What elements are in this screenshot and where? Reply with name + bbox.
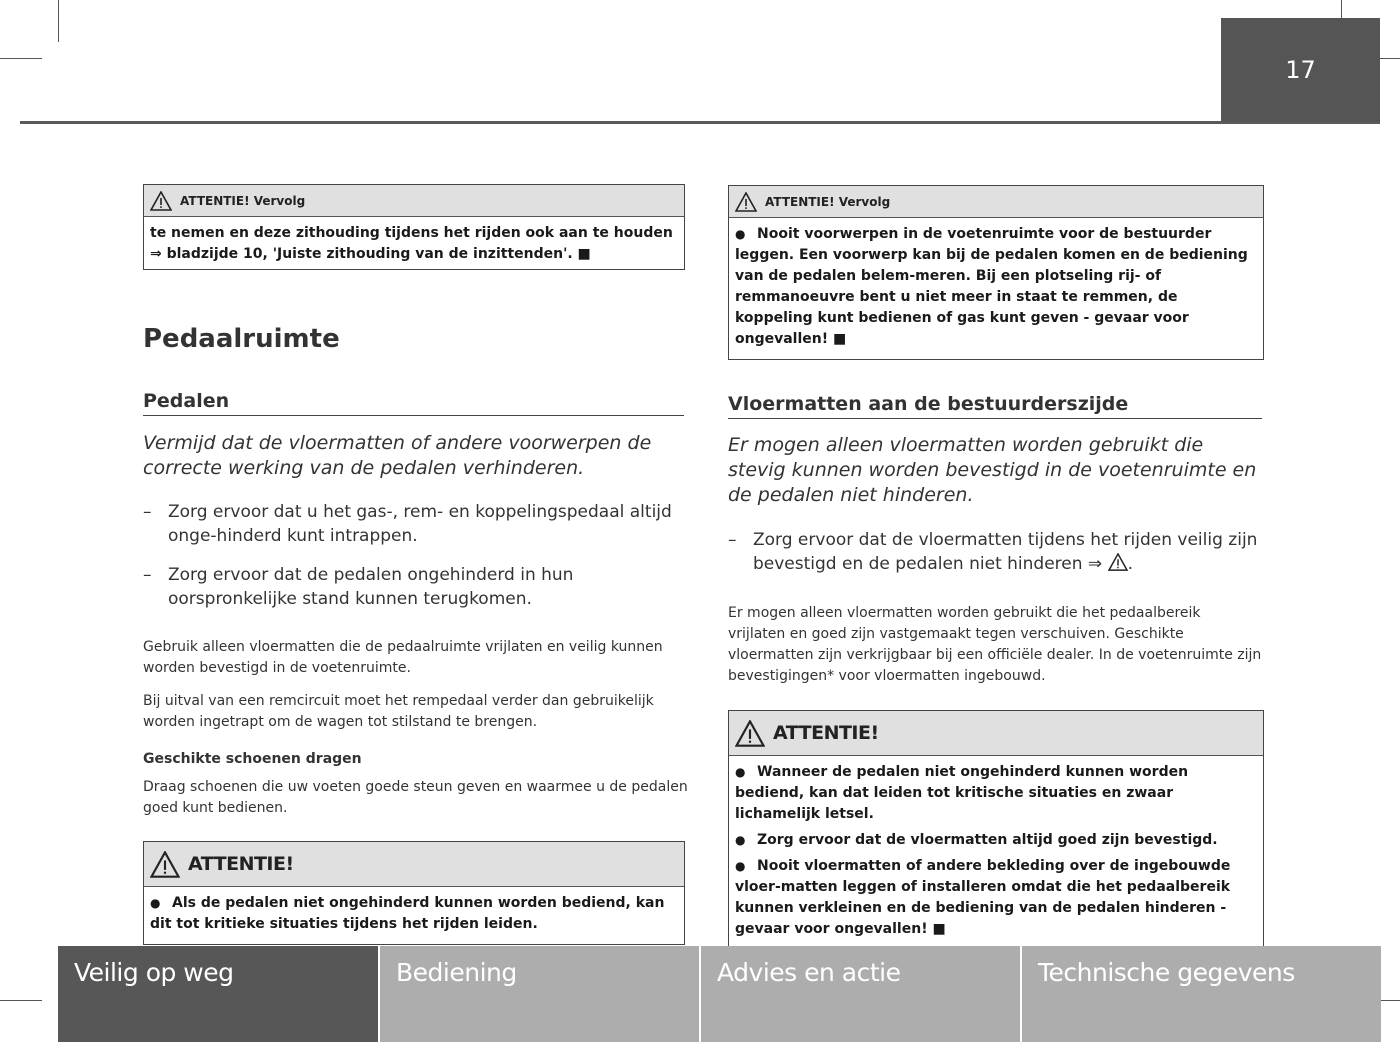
shoes-heading: Geschikte schoenen dragen bbox=[143, 751, 362, 767]
paragraph: Draag schoenen die uw voeten goede steun geven en waarmee u de pedalen goed kunt bedienen. bbox=[143, 779, 688, 816]
warning-text: te nemen en deze zithouding tijdens het rijden ook aan te houden bbox=[150, 225, 673, 241]
warning-item-text: Nooit voorwerpen in de voetenruimte voor de bestuurder leggen. Een voorwerp kan bij de pedalen komen en de bediening van de pedalen belem-meren. Bij een plotseling rij- of remmanoeuvre bent u niet meer in staat te remmen, de koppeling kunt bedienen of gas kunt geven - gevaar voor ongevallen! ■ bbox=[735, 226, 1248, 347]
bullet-icon: ● bbox=[735, 765, 746, 779]
chapter-tabs bbox=[58, 946, 1381, 1042]
warning-body bbox=[144, 887, 684, 944]
warning-header bbox=[729, 711, 1263, 756]
bullet-icon: ● bbox=[735, 833, 746, 847]
warning-triangle-icon[interactable] bbox=[1108, 553, 1128, 571]
crop-mark bbox=[58, 0, 59, 42]
warning-item bbox=[735, 830, 1257, 851]
crop-mark bbox=[0, 1000, 42, 1001]
list-item: – Zorg ervoor dat u het gas-, rem- en koppelingspedaal altijd onge-hinderd kunt intrappen. bbox=[143, 500, 688, 548]
paragraph: Gebruik alleen vloermatten die de pedaalruimte vrijlaten en veilig kunnen worden bevestigd in de voetenruimte. bbox=[143, 639, 663, 676]
subsection-title: Pedalen bbox=[143, 390, 684, 416]
warning-box bbox=[728, 710, 1264, 950]
warning-header bbox=[144, 842, 684, 887]
tab-technische-gegevens[interactable]: Technische gegevens bbox=[1020, 946, 1381, 1042]
bullet-list bbox=[143, 500, 688, 611]
list-item-text: Zorg ervoor dat u het gas-, rem- en koppelingspedaal altijd onge-hinderd kunt intrappen. bbox=[168, 502, 672, 546]
tab-advies-en-actie[interactable]: Advies en actie bbox=[699, 946, 1020, 1042]
section-title: Pedaalruimte bbox=[143, 324, 340, 354]
list-item: – Zorg ervoor dat de pedalen ongehinderd in hun oorspronkelijke stand kunnen terugkomen. bbox=[143, 563, 688, 611]
warning-item bbox=[735, 762, 1257, 825]
list-item: – Zorg ervoor dat de vloermatten tijdens het rijden veilig zijn bevestigd en de pedalen niet hinderen ⇒ . bbox=[728, 528, 1262, 576]
bullet-icon: ● bbox=[735, 859, 746, 873]
warning-triangle-icon bbox=[150, 191, 172, 211]
crop-mark bbox=[0, 58, 42, 59]
header-rule bbox=[20, 121, 1380, 124]
warning-item bbox=[150, 893, 678, 935]
warning-item-text: Nooit vloermatten of andere bekleding over de ingebouwde vloer-matten leggen of installeren omdat die het pedaalbereik kunnen verkleinen en de bediening van de pedalen hinderen - gevaar voor ongevallen! ■ bbox=[735, 858, 1231, 937]
warning-header bbox=[729, 186, 1263, 218]
subsection-title: Vloermatten aan de bestuurderszijde bbox=[728, 393, 1262, 419]
warning-body bbox=[729, 218, 1263, 359]
warning-triangle-icon bbox=[735, 720, 765, 747]
bullet-icon: ● bbox=[150, 896, 161, 910]
warning-body bbox=[144, 217, 684, 269]
warning-item-text: Wanneer de pedalen niet ongehinderd kunnen worden bediend, kan dat leiden tot kritische situaties en zwaar lichamelijk letsel. bbox=[735, 764, 1189, 822]
warning-triangle-icon bbox=[735, 192, 757, 212]
paragraph: Bij uitval van een remcircuit moet het rempedaal verder dan gebruikelijk worden ingetrapt om de wagen tot stilstand te brengen. bbox=[143, 693, 654, 730]
warning-continued-box bbox=[728, 185, 1264, 360]
warning-item bbox=[735, 224, 1257, 350]
warning-header bbox=[144, 185, 684, 217]
bullet-icon: ● bbox=[735, 227, 746, 241]
list-item-text: Zorg ervoor dat de pedalen ongehinderd in hun oorspronkelijke stand kunnen terugkomen. bbox=[168, 565, 574, 609]
warning-link[interactable]: ⇒ bladzijde 10, 'Juiste zithouding van de inzittenden'. ■ bbox=[150, 246, 591, 262]
warning-item bbox=[735, 856, 1257, 940]
lead-text: Vermijd dat de vloermatten of andere voorwerpen de correcte werking van de pedalen verhinderen. bbox=[143, 432, 652, 479]
warning-title: ATTENTIE! bbox=[188, 853, 294, 875]
warning-title: ATTENTIE! Vervolg bbox=[765, 194, 891, 209]
warning-triangle-icon bbox=[150, 851, 180, 878]
paragraph: Er mogen alleen vloermatten worden gebruikt die het pedaalbereik vrijlaten en goed zijn vastgemaakt tegen verschuiven. Geschikte vloermatten zijn verkrijgbaar bij een officiële dealer. In de voetenruimte zijn bevestigingen* voor vloermatten ingebouwd. bbox=[728, 605, 1262, 684]
warning-title: ATTENTIE! Vervolg bbox=[180, 193, 306, 208]
warning-item-text: Zorg ervoor dat de vloermatten altijd goed zijn bevestigd. bbox=[757, 832, 1218, 848]
list-item-text-part: Zorg ervoor dat de vloermatten tijdens het rijden veilig zijn bevestigd en de pedalen niet hinderen ⇒ bbox=[753, 530, 1258, 574]
list-item-text: Zorg ervoor dat de vloermatten tijdens het rijden veilig zijn bevestigd en de pedalen niet hinderen ⇒ . bbox=[753, 530, 1258, 574]
lead-text: Er mogen alleen vloermatten worden gebruikt die stevig kunnen worden bevestigd in de voetenruimte en de pedalen niet hinderen. bbox=[728, 434, 1257, 506]
tab-veilig-op-weg[interactable]: Veilig op weg bbox=[58, 946, 378, 1042]
warning-box bbox=[143, 841, 685, 945]
warning-title: ATTENTIE! bbox=[773, 722, 879, 744]
tab-bediening[interactable]: Bediening bbox=[378, 946, 699, 1042]
warning-item-text: Als de pedalen niet ongehinderd kunnen worden bediend, kan dit tot kritieke situaties tijdens het rijden leiden. bbox=[150, 895, 665, 932]
page-number: 17 bbox=[1221, 18, 1380, 122]
warning-continued-box bbox=[143, 184, 685, 270]
warning-body bbox=[729, 756, 1263, 949]
